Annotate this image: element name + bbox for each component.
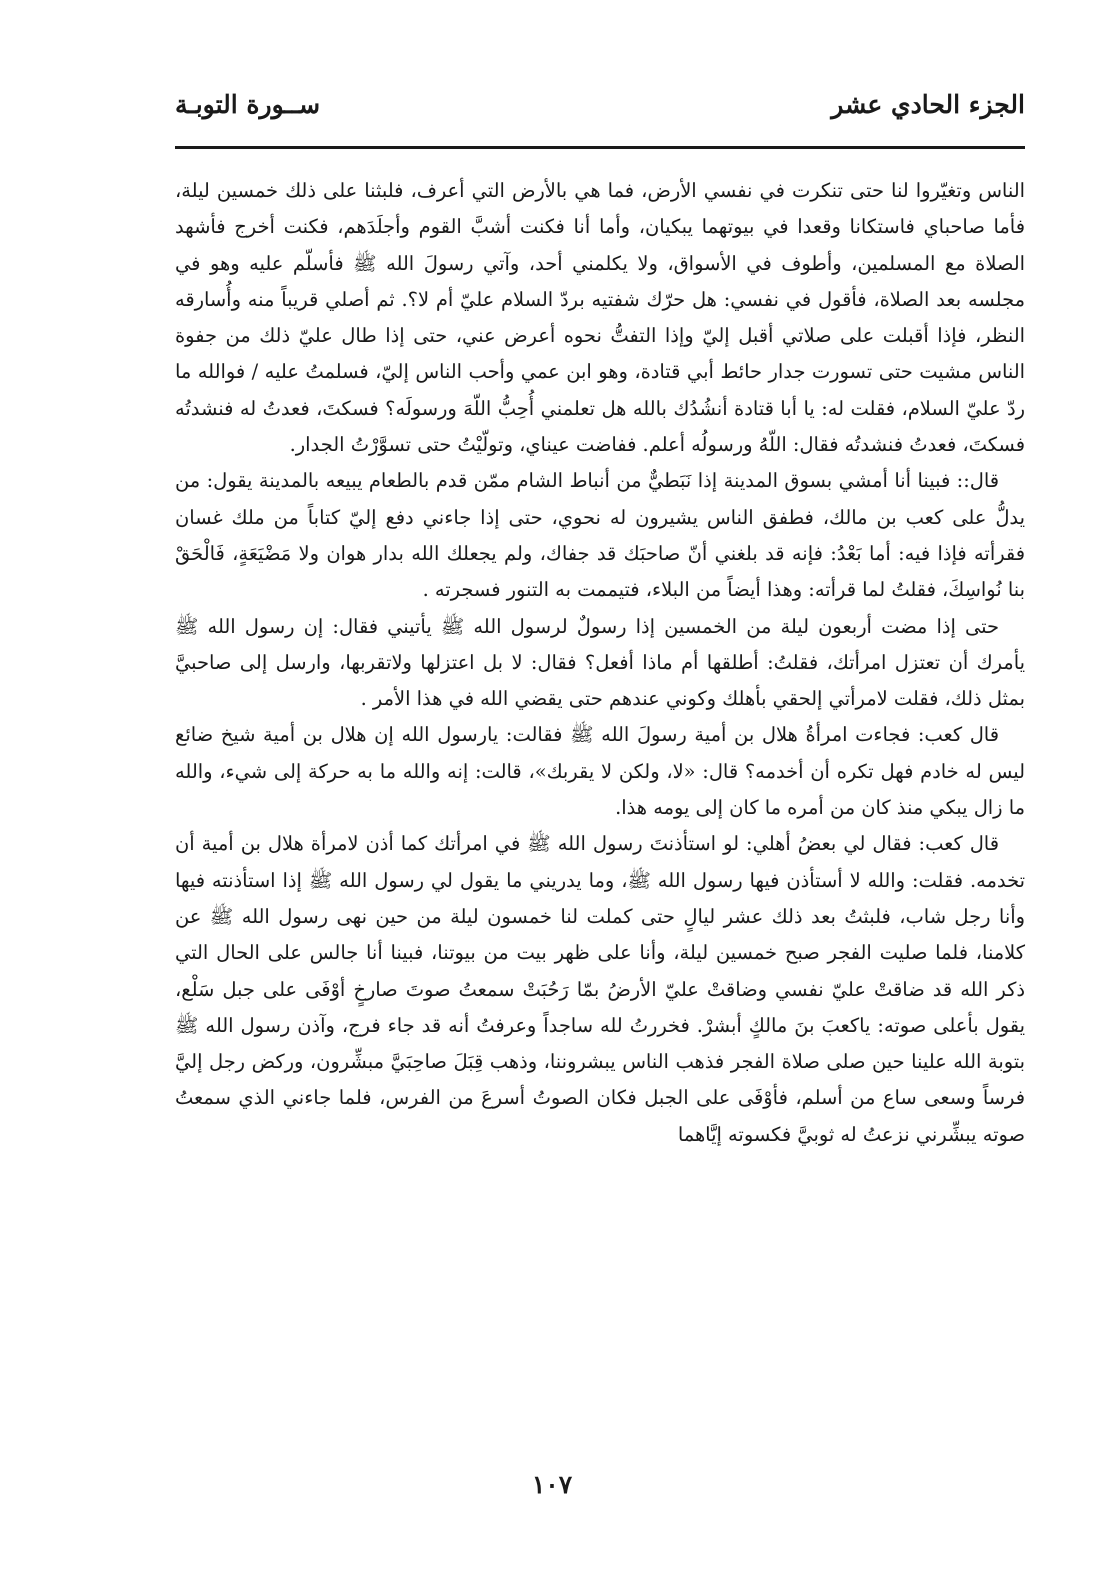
- paragraph: حتى إذا مضت أربعون ليلة من الخمسين إذا رسولٌ لرسول الله ﷺ يأتيني فقال: إن رسول الله ﷺ يأمرك أن تعتزل امرأتك، فقلتُ: أطلقها أم ماذا أفعل؟ فقال: لا بل اعتزلها ولاتقربها، وارسل إلى صاحبيَّ بمثل ذلك، فقلت لامرأتي إلحقي بأهلك وكوني عندهم حتى يقضي الله في هذا الأمر .: [175, 614, 1025, 711]
- paragraph: الناس وتغيّروا لنا حتى تنكرت في نفسي الأرض، فما هي بالأرض التي أعرف، فلبثنا على ذلك خمسين ليلة، فأما صاحباي فاستكانا وقعدا في بيوتهما يبكيان، وأما أنا فكنت أشبَّ القوم وأجلَدَهم، فكنت أخرج فأشهد الصلاة مع المسلمين، وأطوف في الأسواق، ولا يكلمني أحد، وآتي رسولَ الله ﷺ فأسلّم عليه وهو في مجلسه بعد الصلاة، فأقول في نفسي: هل حرّك شفتيه بردّ السلام عليّ أم لا؟. ثم أصلي قريباً منه وأُسارقه النظر، فإذا أقبلت على صلاتي أقبل إليّ وإذا التفتُّ نحوه أعرض عني، حتى إذا طال عليّ ذلك من جفوة الناس مشيت حتى تسورت جدار حائط أبي قتادة، وهو ابن عمي وأحب الناس إليّ، فسلمتُ عليه / فوالله ما ردّ عليّ السلام، فقلت له: يا أبا قتادة أنشُدُك بالله هل تعلمني أُحِبُّ اللّهَ ورسولَه؟ فسكتَ، فعدتُ له فنشدتُه فسكتَ، فعدتُ فنشدتُه فقال: اللّهُ ورسولُه أعلم. ففاضت عيناي، وتولّيْتُ حتى تسوَّرْتُ الجدار.: [175, 179, 1025, 457]
- paragraph: قال:: فبينا أنا أمشي بسوق المدينة إذا نَبَطيٌّ من أنباط الشام ممّن قدم بالطعام يبيعه بالمدينة يقول: من يدلُّ على كعب بن مالك، فطفق الناس يشيرون له نحوي، حتى إذا جاءني دفع إليّ كتاباً من ملك غسان فقرأته فإذا فيه: أما بَعْدُ: فإنه قد بلغني أنّ صاحبَك قد جفاك، ولم يجعلك الله بدار هوان ولا مَضْيَعَةٍ، فَالْحَقْ بنا نُواسِكَ، فقلتُ لما قرأته: وهذا أيضاً من البلاء، فتيممت به التنور فسجرته .: [175, 469, 1025, 602]
- paragraph: قال كعب: فجاءت امرأةُ هلال بن أمية رسولَ الله ﷺ فقالت: يارسول الله إن هلال بن أمية شيخ ضائع ليس له خادم فهل تكره أن أخدمه؟ قال: «لا، ولكن لا يقربك»، قالت: إنه والله ما به حركة إلى شيء، والله ما زال يبكي منذ كان من أمره ما كان إلى يومه هذا.: [175, 723, 1025, 820]
- page-header: [175, 86, 1025, 126]
- page-number: ١٠٧: [531, 1470, 573, 1499]
- header-rule: [175, 146, 1025, 149]
- part-title: الجزء الحادي عشر: [831, 90, 1025, 119]
- paragraph: قال كعب: فقال لي بعضُ أهلي: لو استأذنتَ رسول الله ﷺ في امرأتك كما أذن لامرأة هلال بن أمية أن تخدمه. فقلت: والله لا أستأذن فيها رسول الله ﷺ، وما يدريني ما يقول لي رسول الله ﷺ إذا استأذنته فيها وأنا رجل شاب، فلبثتُ بعد ذلك عشر ليالٍ حتى كملت لنا خمسون ليلة من حين نهى رسول الله ﷺ عن كلامنا، فلما صليت الفجر صبح خمسين ليلة، وأنا على ظهر بيت من بيوتنا، فبينا أنا جالس على الحال التي ذكر الله قد ضاقتْ عليّ نفسي وضاقتْ عليّ الأرضُ بمّا رَحُبَتْ سمعتُ صوتَ صارخٍ أوْفَى على جبل سَلْع، يقول بأعلى صوته: ياكعبَ بنَ مالكٍ أبشرْ. فخررتُ لله ساجداً وعرفتُ أنه قد جاء فرج، وآذن رسول الله ﷺ بتوبة الله علينا حين صلى صلاة الفجر فذهب الناس يبشروننا، وذهب قِبَلَ صاحِبَيَّ مبشِّرون، وركض رجل إليَّ فرساً وسعى ساع من أسلم، فأوْفَى على الجبل فكان الصوتُ أسرعَ من الفرس، فلما جاءني الذي سمعتُ صوته يبشِّرني نزعتُ له ثوبيَّ فكسوته إيَّاهما: [175, 832, 1025, 1146]
- main-text: [175, 173, 1025, 1153]
- surah-title: ســورة التوبـة: [175, 90, 321, 119]
